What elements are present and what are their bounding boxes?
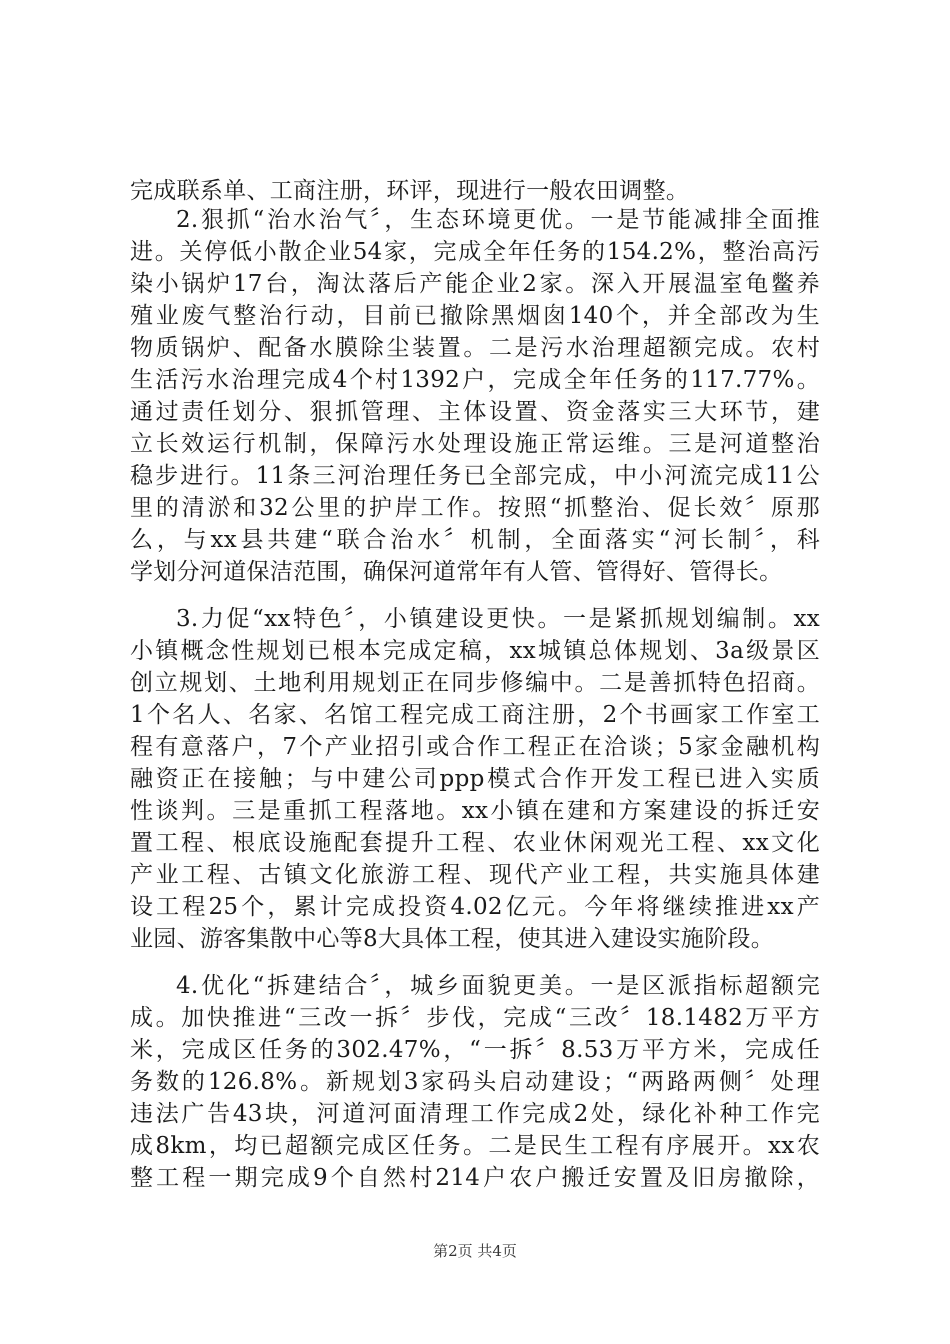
text-line: 设工程25个，累计完成投资4.02亿元。今年将继续推进xx产	[130, 894, 820, 920]
text-line: 4.优化“拆建结合〞，城乡面貌更美。一是区派指标超额完	[176, 973, 820, 999]
text-line: 2.狠抓“治水治气〞，生态环境更优。一是节能减排全面推	[176, 207, 820, 233]
text-line: 整工程一期完成9个自然村214户农户搬迁安置及旧房撤除，	[130, 1165, 820, 1191]
text-line: 创立规划、土地利用规划正在同步修编中。二是善抓特色招商。	[130, 670, 820, 696]
text-line: 立长效运行机制，保障污水处理设施正常运维。三是河道整治	[130, 431, 820, 457]
text-line: 3.力促“xx特色〞，小镇建设更快。一是紧抓规划编制。xx	[176, 606, 820, 632]
text-line: 置工程、根底设施配套提升工程、农业休闲观光工程、xx文化	[130, 830, 820, 856]
text-line: 性谈判。三是重抓工程落地。xx小镇在建和方案建设的拆迁安	[130, 798, 820, 824]
text-line: 进。关停低小散企业54家，完成全年任务的154.2%，整治高污	[130, 239, 820, 265]
text-line: 染小锅炉17台，淘汰落后产能企业2家。深入开展温室龟鳖养	[130, 271, 820, 297]
text-line: 殖业废气整治行动，目前已撤除黑烟囱140个，并全部改为生	[130, 303, 820, 329]
text-line: 生活污水治理完成4个村1392户，完成全年任务的117.77%。	[130, 367, 820, 393]
page-footer: 第2页 共4页	[433, 1242, 517, 1260]
text-line: 业园、游客集散中心等8大具体工程，使其进入建设实施阶段。	[130, 926, 775, 952]
text-line: 成。加快推进“三改一拆〞步伐，完成“三改〞18.1482万平方	[130, 1005, 820, 1031]
text-line: 么，与xx县共建“联合治水〞机制，全面落实“河长制〞，科	[130, 527, 820, 553]
text-line: 程有意落户，7个产业招引或合作工程正在洽谈；5家金融机构	[130, 734, 820, 760]
text-line: 务数的126.8%。新规划3家码头启动建设；“两路两侧〞处理	[130, 1069, 820, 1095]
text-line: 学划分河道保洁范围，确保河道常年有人管、管得好、管得长。	[130, 559, 783, 585]
text-line: 1个名人、名家、名馆工程完成工商注册，2个书画家工作室工	[130, 702, 820, 728]
text-line: 里的清淤和32公里的护岸工作。按照“抓整治、促长效〞原那	[130, 495, 820, 521]
text-line: 米，完成区任务的302.47%，“一拆〞8.53万平方米，完成任	[130, 1037, 820, 1063]
text-line: 稳步进行。11条三河治理任务已全部完成，中小河流完成11公	[130, 463, 820, 489]
text-line: 成8km，均已超额完成区任务。二是民生工程有序展开。xx农	[130, 1133, 820, 1159]
text-line: 融资正在接触；与中建公司ppp模式合作开发工程已进入实质	[130, 766, 820, 792]
text-line: 完成联系单、工商注册，环评，现进行一般农田调整。	[130, 178, 690, 204]
text-line: 产业工程、古镇文化旅游工程、现代产业工程，共实施具体建	[130, 862, 820, 888]
text-line: 违法广告43块，河道河面清理工作完成2处，绿化补种工作完	[130, 1101, 820, 1127]
text-line: 物质锅炉、配备水膜除尘装置。二是污水治理超额完成。农村	[130, 335, 820, 361]
text-line: 通过责任划分、狠抓管理、主体设置、资金落实三大环节，建	[130, 399, 820, 425]
text-line: 小镇概念性规划已根本完成定稿，xx城镇总体规划、3a级景区	[130, 638, 820, 664]
